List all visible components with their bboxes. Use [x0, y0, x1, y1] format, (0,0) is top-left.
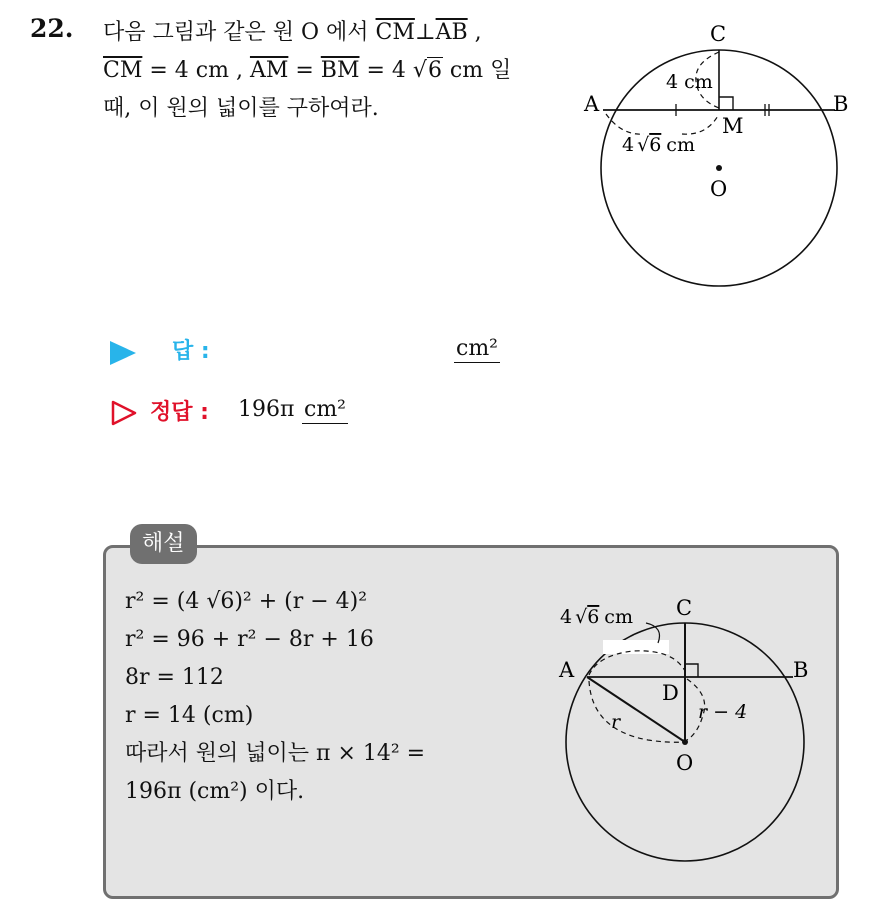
answer-row [110, 334, 530, 374]
correct-answer-unit: cm² [304, 397, 347, 422]
solution-text [125, 583, 545, 811]
solution-line-3: 8r = 112 [125, 665, 224, 690]
solution-tab: 해설 [130, 524, 197, 564]
brace-am [606, 114, 719, 134]
label-a: A [584, 92, 600, 116]
answer-input-unit[interactable]: cm² [456, 336, 499, 361]
solution-line-5: 따라서 원의 넓이는 π × 14² = [125, 741, 426, 766]
correct-answer-value: 196π [238, 397, 295, 422]
label-d: D [662, 681, 679, 705]
label-4root6cm-2: 4 √6 cm [560, 606, 633, 628]
label-c: C [710, 22, 727, 46]
solution-line-6: 196π (cm²) 이다. [125, 779, 305, 804]
circle-figure-1 [582, 18, 872, 298]
question-text [103, 14, 573, 128]
label-4cm: 4 cm [666, 71, 713, 93]
question-line-3: 때, 이 원의 넓이를 구하여라. [103, 96, 379, 121]
label-o-2: O [676, 751, 694, 775]
label-m: M [722, 114, 744, 138]
label-b: B [833, 92, 849, 116]
center-point-2 [682, 739, 688, 745]
right-angle-mark-2 [685, 664, 698, 677]
circle-figure-2 [548, 585, 828, 875]
right-angle-mark [719, 97, 733, 110]
label-r: r [611, 711, 621, 733]
segment-ab: $\overline{AB}$ [435, 20, 468, 45]
sqrt-sign: √ [412, 58, 427, 83]
question-number: 22. [30, 14, 74, 43]
play-triangle-icon [110, 341, 136, 365]
segment-cm: $\overline{CM}$ [375, 20, 415, 45]
outline-triangle-icon [110, 399, 138, 427]
perpendicular-symbol: ⊥ [414, 20, 436, 45]
label-c-2: C [676, 596, 693, 620]
solution-line-1: r² = (4 √6)² + (r − 4)² [125, 589, 368, 614]
correct-answer-row [110, 395, 510, 435]
label-4root6cm: 4 √6 cm [622, 134, 695, 156]
label-mask [603, 640, 669, 654]
solution-line-4: r = 14 (cm) [125, 703, 254, 728]
label-o: O [710, 177, 728, 201]
solution-line-2: r² = 96 + r² − 8r + 16 [125, 627, 374, 652]
center-point [716, 165, 722, 171]
question-line-2: $\overline{CM} = 4$ cm , $\overline{AM} = \overline{BM} = 4$ √6 cm 일 [103, 58, 512, 83]
question-line-1: 다음 그림과 같은 원 O 에서 $\overline{CM}\perp\overline{AB}$ , [103, 20, 482, 45]
label-r-minus-4: r − 4 [698, 701, 748, 723]
correct-answer-label: 정답 : [150, 400, 209, 425]
answer-label: 답 : [172, 339, 210, 364]
label-b-2: B [793, 658, 809, 682]
label-a-2: A [559, 658, 575, 682]
